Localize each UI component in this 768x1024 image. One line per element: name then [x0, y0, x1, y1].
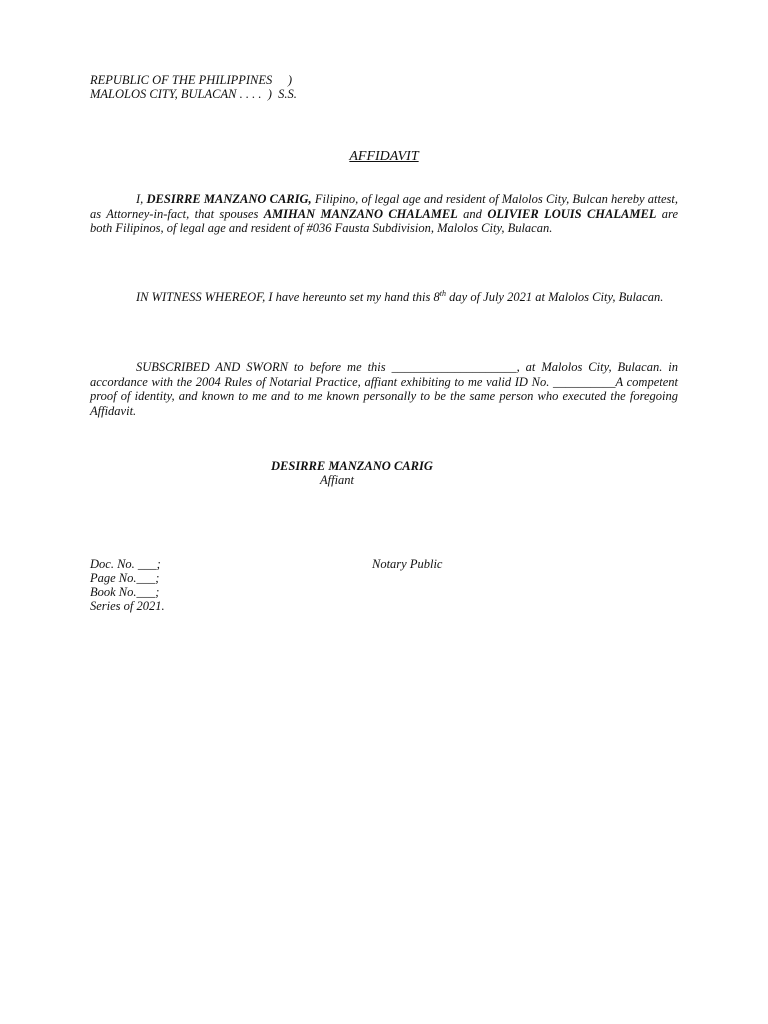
spouse-name-1: AMIHAN MANZANO CHALAMEL	[263, 206, 458, 221]
p1-text-2: Filipino, of legal age and resident of Malolos City, Bulcan hereby attest, as Attorney-in-fact, that spouses	[90, 192, 678, 221]
affiant-name-inline: DESIRRE MANZANO CARIG,	[146, 192, 312, 206]
day-ordinal-suffix: th	[439, 288, 447, 298]
jurat-paragraph: SUBSCRIBED AND SWORN to before me this ____________________, at Malolos City, Bulacan. in accordance with the 2004 Rules of Notarial Practice, affiant exhibiting to me valid ID No. __________A competent proof of identity, and known to me and to me known personally to be the same person who executed the foregoing Affidavit.	[90, 360, 678, 418]
document-title: AFFIDAVIT	[349, 149, 419, 164]
spouse-name-2: OLIVIER LOUIS CHALAMEL	[487, 206, 657, 221]
venue-line-city: MALOLOS CITY, BULACAN . . . . ) S.S.	[90, 87, 297, 101]
book-no: Book No.___;	[90, 585, 160, 599]
notary-public-label: Notary Public	[372, 557, 443, 571]
doc-no: Doc. No. ___;	[90, 557, 161, 571]
signatory-name: DESIRRE MANZANO CARIG	[271, 459, 433, 473]
series-year: Series of 2021.	[90, 599, 165, 613]
venue-header	[90, 73, 297, 101]
venue-line-republic: REPUBLIC OF THE PHILIPPINES )	[90, 73, 293, 87]
signatory-role: Affiant	[320, 473, 355, 487]
p2-text-2: day of July 2021 at Malolos City, Bulacan.	[446, 290, 664, 304]
p1-text-4: are both Filipinos, of legal age and resident of #036 Fausta Subdivision, Malolos City, Bulacan.	[90, 206, 679, 235]
p2-text-1: IN WITNESS WHEREOF, I have hereunto set my hand this 8	[136, 290, 440, 304]
notarial-register-block	[90, 557, 165, 613]
p1-text-3: and	[457, 206, 488, 221]
attestation-paragraph	[90, 192, 678, 236]
page-no: Page No.___;	[90, 571, 160, 585]
p1-text-1: I,	[136, 192, 147, 206]
witness-paragraph	[90, 290, 678, 305]
